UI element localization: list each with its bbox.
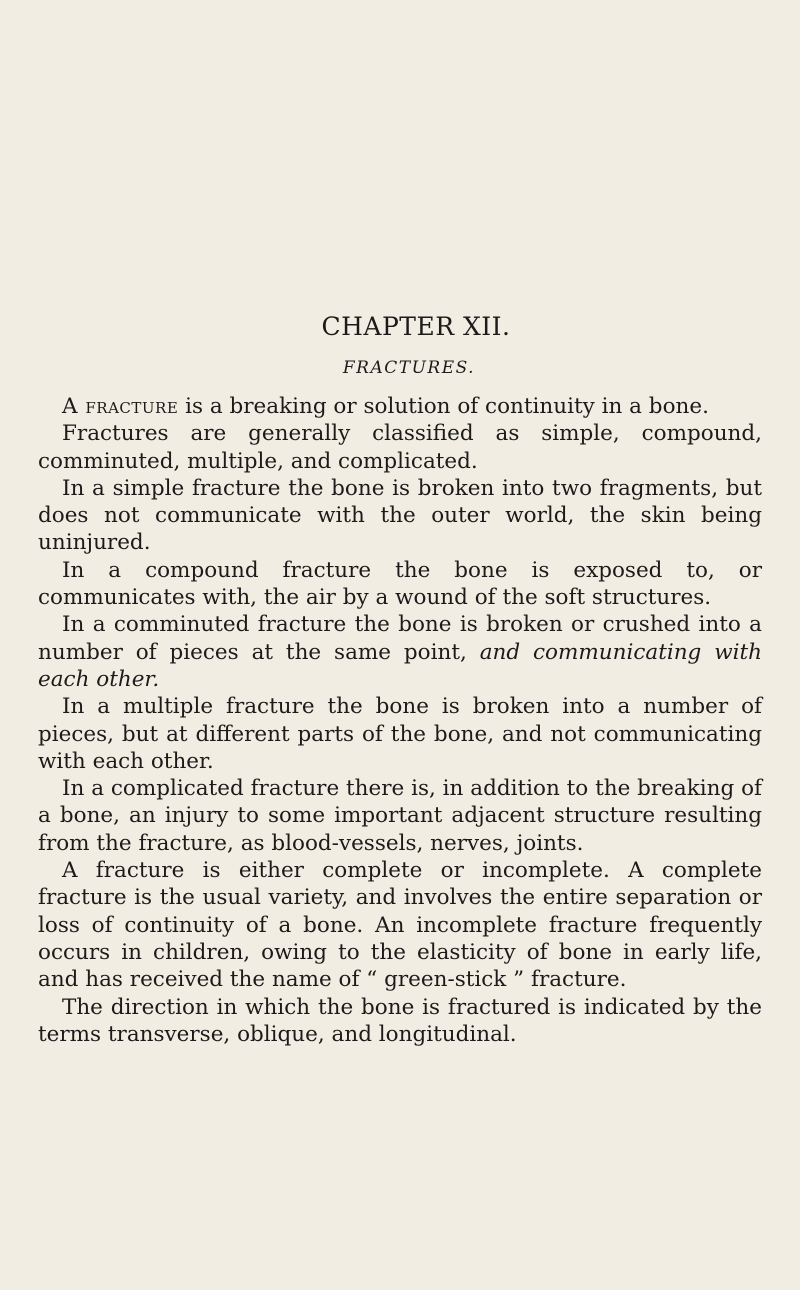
- paragraph-4: In a compound fracture the bone is exposed to, or communicates with, the air by a wound of the soft structures.: [38, 557, 762, 611]
- chapter-subtitle: FRACTURES.: [342, 358, 476, 378]
- paragraph-3: In a simple fracture the bone is broken into two fragments, but does not communicate with the outer world, the skin being uninjured.: [38, 475, 762, 556]
- paragraph-9: The direction in which the bone is fractured is indicated by the terms transverse, oblique, and longitudinal.: [38, 994, 762, 1047]
- paragraph-5-emphasis: and communicating with each other.: [38, 639, 762, 692]
- paragraph-2: Fractures are generally classified as simple, compound, comminuted, multiple, and complicated.: [38, 421, 762, 474]
- paragraph-5: [38, 611, 762, 693]
- opening-term: A fracture: [62, 394, 179, 419]
- paragraph-5-text: In a comminuted fracture the bone is broken or crushed into a number of pieces at the same point,: [38, 612, 762, 665]
- paragraph-6: In a multiple fracture the bone is broken into a number of pieces, but at different parts of the bone, and not communicating with each other.: [38, 694, 762, 774]
- paragraph-7: In a complicated fracture there is, in addition to the breaking of a bone, an injury to some important adjacent structure resulting from the fracture, as blood-vessels, nerves, joints.: [38, 776, 762, 856]
- chapter-heading: CHAPTER XII.: [321, 312, 511, 341]
- paragraph-1: [38, 393, 762, 420]
- paragraph-8: A fracture is either complete or incomplete. A complete fracture is the usual variety, and involves the entire separation or loss of continuity of a bone. An incomplete fracture frequently occurs in children, owing to the elasticity of bone in early life, and has received the name of “ green-stick ” fracture.: [38, 858, 762, 993]
- chapter-body: [38, 393, 762, 1048]
- paragraph-1-text: is a breaking or solution of continuity in a bone.: [178, 394, 709, 419]
